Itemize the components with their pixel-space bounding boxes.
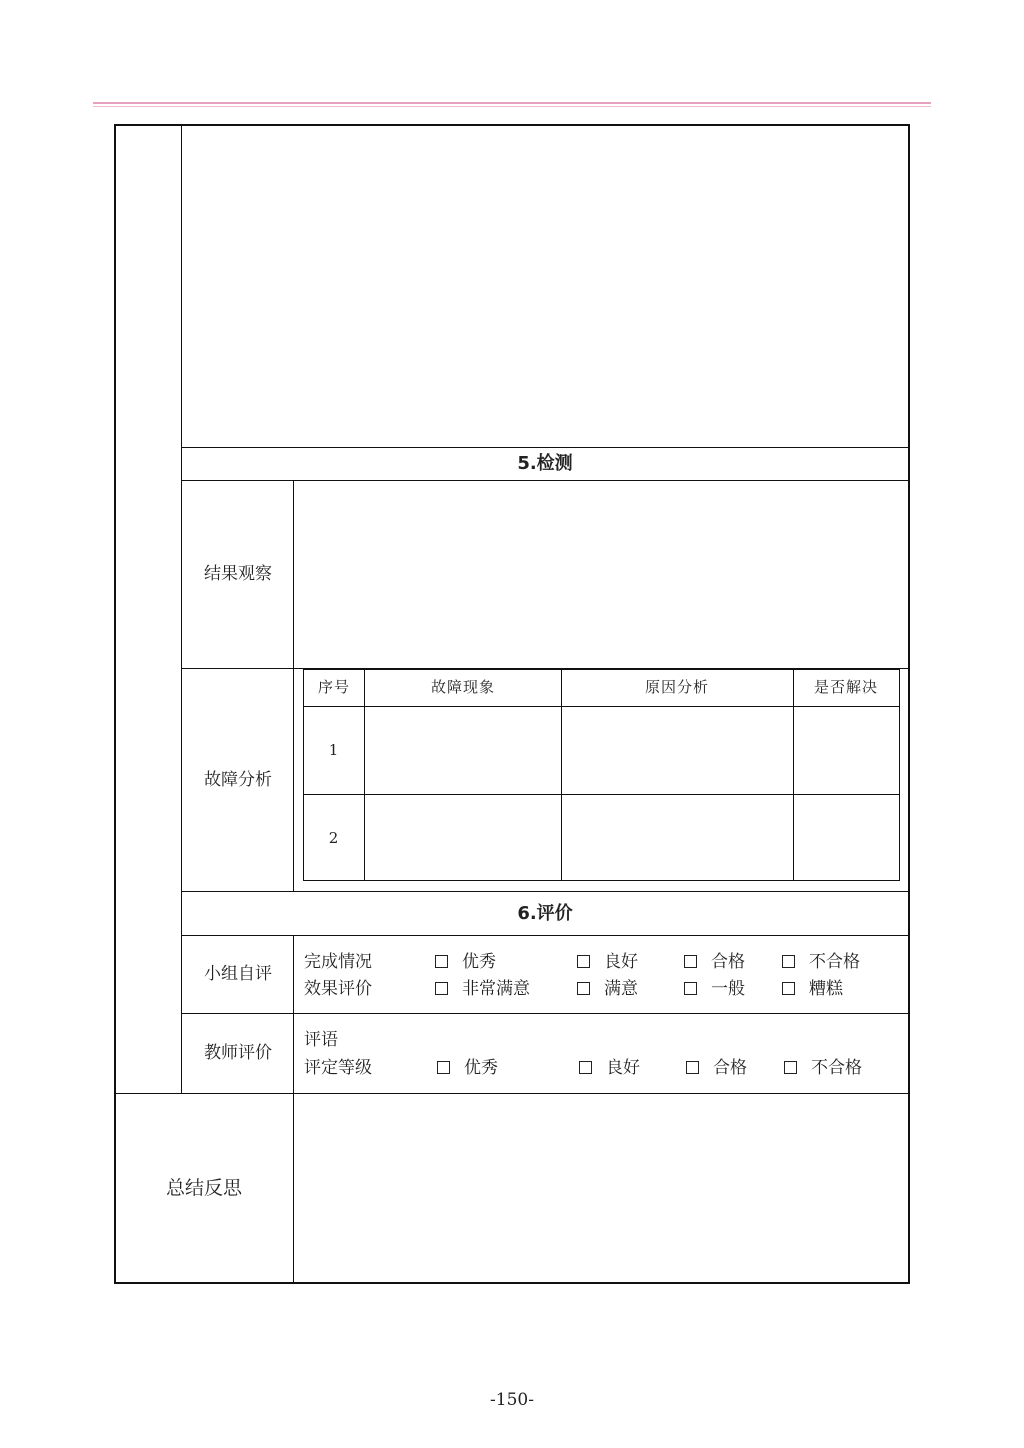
effect-option[interactable]: 满意 — [577, 981, 638, 998]
fault-table-col-divider — [561, 669, 562, 881]
fault-table-header-divider — [303, 706, 900, 707]
checkbox-icon[interactable] — [784, 1061, 797, 1074]
fault-analysis-label: 故障分析 — [204, 770, 272, 790]
column-divider-left — [181, 125, 182, 1094]
fault-table-header: 故障现象 — [430, 678, 496, 696]
row-divider — [182, 935, 909, 936]
row-divider — [182, 1013, 909, 1014]
fault-table-row-number: 1 — [328, 741, 340, 759]
checkbox-icon[interactable] — [579, 1061, 592, 1074]
row-divider — [182, 447, 909, 448]
fault-table-row-divider — [303, 794, 900, 795]
effect-option[interactable]: 一般 — [684, 981, 745, 998]
checkbox-icon[interactable] — [435, 982, 448, 995]
effect-option[interactable]: 非常满意 — [435, 981, 530, 998]
completion-label: 完成情况 — [304, 952, 372, 972]
fault-table-header: 是否解决 — [813, 678, 879, 696]
checkbox-icon[interactable] — [437, 1061, 450, 1074]
grade-option[interactable]: 优秀 — [437, 1060, 498, 1077]
checkbox-icon[interactable] — [782, 982, 795, 995]
header-rule — [93, 102, 931, 104]
checkbox-icon[interactable] — [684, 982, 697, 995]
row-divider — [182, 480, 909, 481]
checkbox-icon[interactable] — [577, 955, 590, 968]
comment-label: 评语 — [304, 1030, 338, 1050]
completion-option[interactable]: 优秀 — [435, 954, 496, 971]
fault-table-row-number: 2 — [328, 829, 340, 847]
column-divider-label-lower — [293, 936, 294, 1283]
effect-label: 效果评价 — [304, 979, 372, 999]
checkbox-icon[interactable] — [684, 955, 697, 968]
fault-table-col-divider — [793, 669, 794, 881]
fault-table-header: 原因分析 — [644, 678, 710, 696]
fault-table-col-divider — [364, 669, 365, 881]
header-rule-thin — [93, 106, 931, 107]
checkbox-icon[interactable] — [686, 1061, 699, 1074]
fault-table — [303, 669, 900, 881]
checkbox-icon[interactable] — [435, 955, 448, 968]
fault-table-header: 序号 — [317, 678, 351, 696]
checkbox-icon[interactable] — [577, 982, 590, 995]
section-title-evaluation: 6.评价 — [517, 903, 573, 924]
group-eval-label: 小组自评 — [204, 964, 272, 984]
completion-option[interactable]: 不合格 — [782, 954, 860, 971]
grade-option[interactable]: 不合格 — [784, 1060, 862, 1077]
completion-option[interactable]: 良好 — [577, 954, 638, 971]
effect-option[interactable]: 糟糕 — [782, 981, 843, 998]
grade-option[interactable]: 良好 — [579, 1060, 640, 1077]
summary-label: 总结反思 — [165, 1177, 243, 1199]
grade-option[interactable]: 合格 — [686, 1060, 747, 1077]
section-title-detection: 5.检测 — [517, 453, 573, 474]
grade-label: 评定等级 — [304, 1058, 372, 1078]
page-number: -150- — [490, 1390, 534, 1410]
row-divider — [115, 1093, 909, 1094]
checkbox-icon[interactable] — [782, 955, 795, 968]
result-observation-label: 结果观察 — [204, 564, 272, 584]
column-divider-label — [293, 480, 294, 892]
row-divider — [182, 891, 909, 892]
completion-option[interactable]: 合格 — [684, 954, 745, 971]
teacher-eval-label: 教师评价 — [204, 1043, 272, 1063]
